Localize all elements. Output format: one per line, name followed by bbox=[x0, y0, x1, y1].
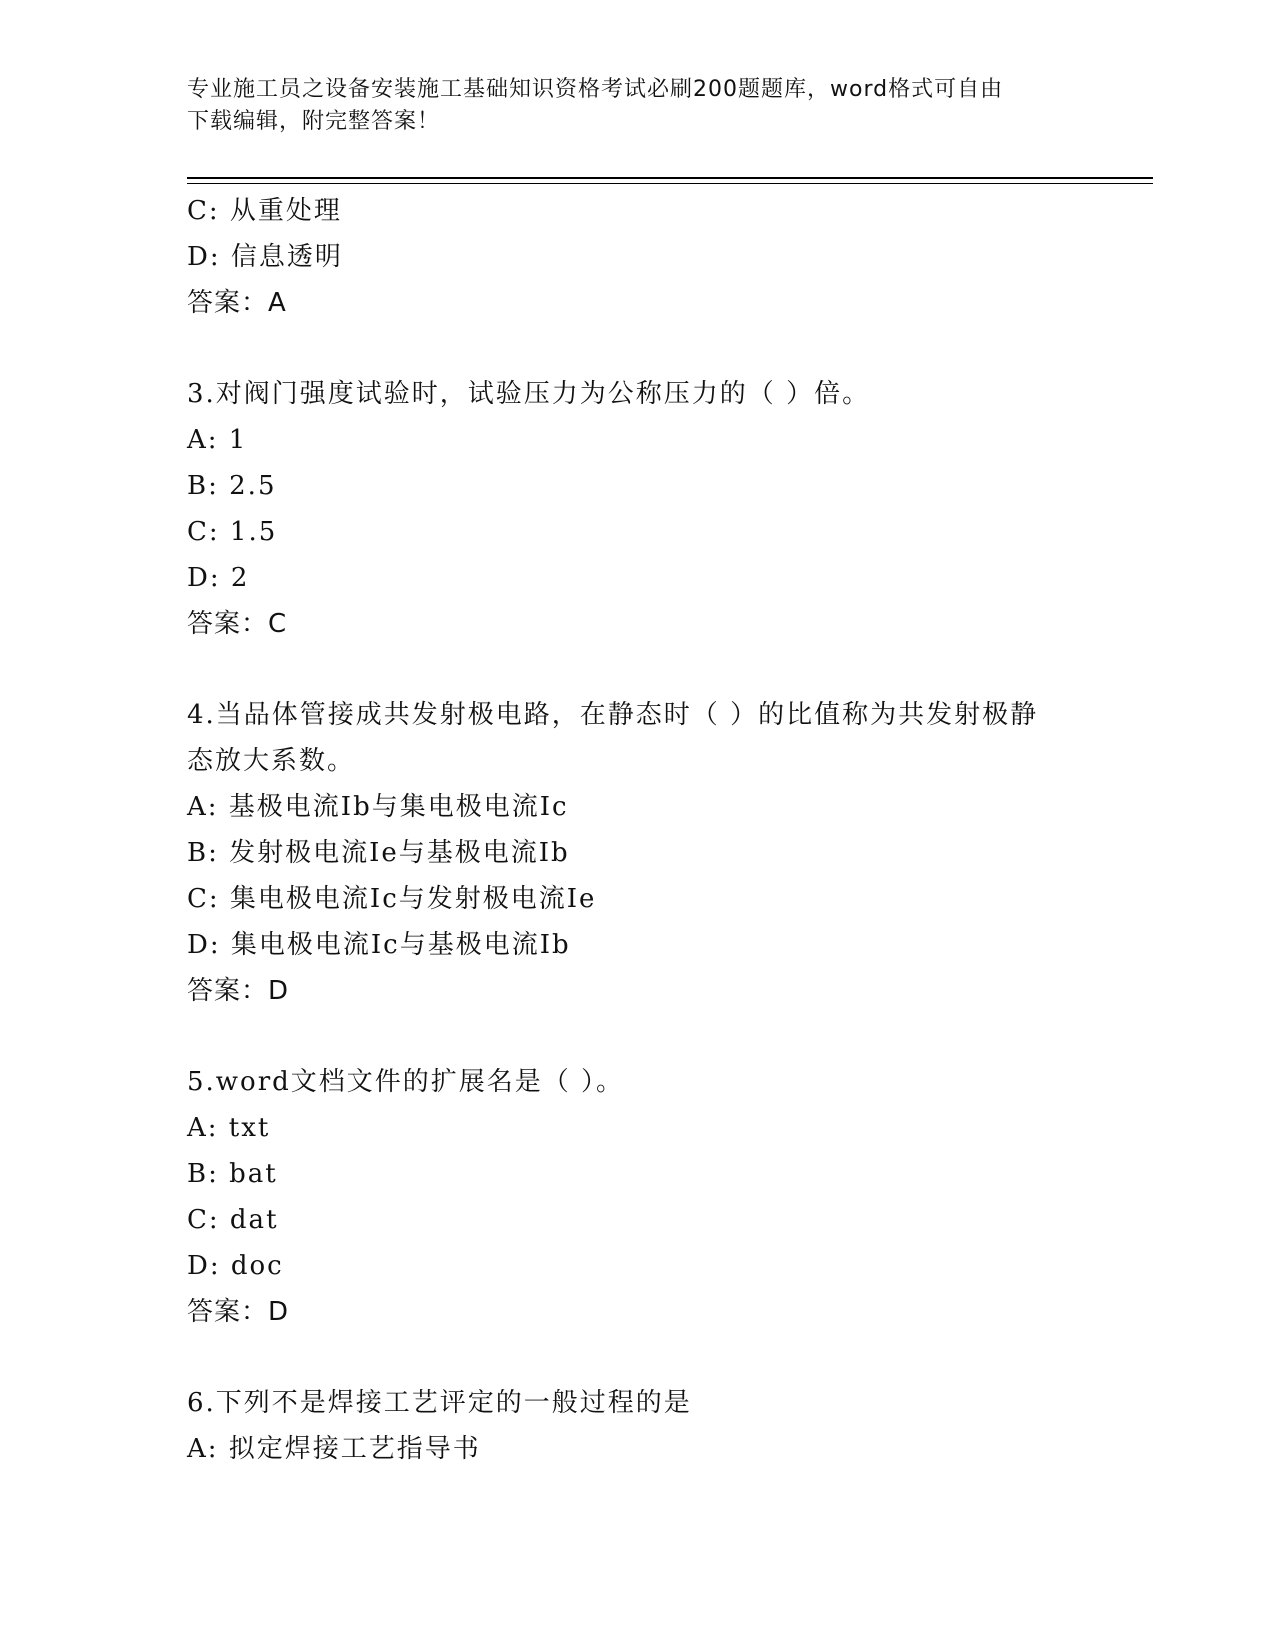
option-d: D: 2 bbox=[187, 563, 250, 593]
header-rule-thick bbox=[187, 177, 1153, 179]
question-stem: 4.当品体管接成共发射极电路，在静态时（ ）的比值称为共发射极静 bbox=[187, 700, 1039, 730]
answer-line: 答案：D bbox=[187, 976, 290, 1006]
answer-line: 答案：D bbox=[187, 1297, 290, 1327]
answer-line: 答案：A bbox=[187, 288, 287, 318]
option-c: C: dat bbox=[187, 1205, 279, 1235]
option-a: A: 1 bbox=[187, 425, 248, 455]
question-list bbox=[187, 188, 1127, 1472]
option-a: A: 拟定焊接工艺指导书 bbox=[187, 1434, 481, 1464]
question-stem: 6.下列不是焊接工艺评定的一般过程的是 bbox=[187, 1388, 692, 1418]
option-d: D: doc bbox=[187, 1251, 284, 1281]
question-block-6 bbox=[187, 1380, 1127, 1472]
option-d: D: 信息透明 bbox=[187, 242, 343, 272]
header-line-2: 下载编辑，附完整答案！ bbox=[187, 109, 441, 134]
option-a: A: txt bbox=[187, 1113, 271, 1143]
header-line-1: 专业施工员之设备安装施工基础知识资格考试必刷200题题库，word格式可自由 bbox=[187, 77, 1004, 102]
question-block-5 bbox=[187, 1059, 1127, 1335]
option-b: B: bat bbox=[187, 1159, 278, 1189]
option-c: C: 从重处理 bbox=[187, 196, 342, 226]
option-b: B: 2.5 bbox=[187, 471, 277, 501]
question-stem-continued: 态放大系数。 bbox=[187, 746, 356, 776]
question-block-4 bbox=[187, 692, 1127, 1014]
answer-line: 答案：C bbox=[187, 609, 288, 639]
header-rule-thin bbox=[187, 183, 1153, 184]
option-c: C: 集电极电流Ic与发射极电流Ie bbox=[187, 884, 597, 914]
option-d: D: 集电极电流Ic与基极电流Ib bbox=[187, 930, 571, 960]
document-header bbox=[187, 74, 1077, 138]
option-b: B: 发射极电流Ie与基极电流Ib bbox=[187, 838, 570, 868]
option-a: A: 基极电流Ib与集电极电流Ic bbox=[187, 792, 569, 822]
question-block-3 bbox=[187, 371, 1127, 647]
question-block-2 bbox=[187, 188, 1127, 326]
question-stem: 3.对阀门强度试验时，试验压力为公称压力的（ ）倍。 bbox=[187, 379, 871, 409]
option-c: C: 1.5 bbox=[187, 517, 278, 547]
question-stem: 5.word文档文件的扩展名是（ ）。 bbox=[187, 1067, 625, 1097]
